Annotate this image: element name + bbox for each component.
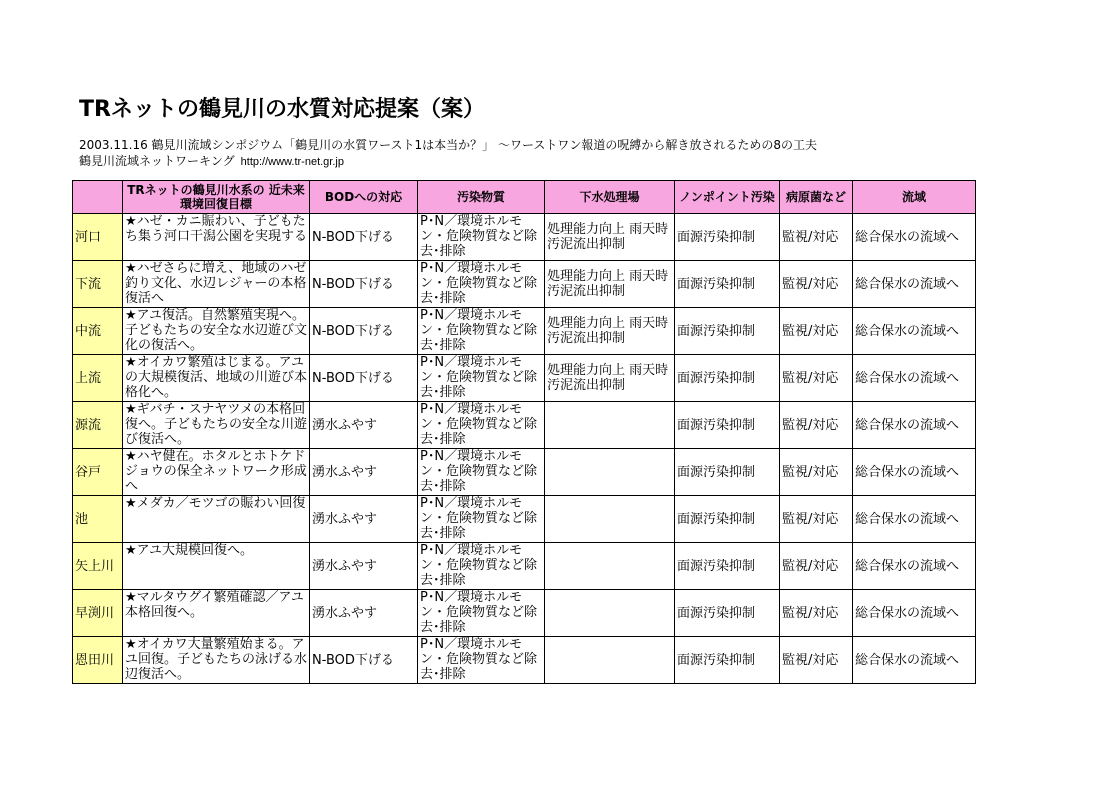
area-cell: 下流 bbox=[73, 261, 123, 308]
pathogen-cell: 監視/対応 bbox=[780, 355, 853, 402]
basin-cell: 総合保水の流域へ bbox=[853, 355, 976, 402]
nonpoint-cell: 面源汚染抑制 bbox=[675, 308, 780, 355]
pathogen-cell: 監視/対応 bbox=[780, 214, 853, 261]
proposal-cell: ★オイカワ繁殖はじまる。アユの大規模復活、地域の川遊び本格化へ。 bbox=[123, 355, 310, 402]
proposal-cell: ★ハヤ健在。ホタルとホトケドジョウの保全ネットワーク形成へ bbox=[123, 449, 310, 496]
sewage-cell: 処理能力向上 雨天時汚泥流出抑制 bbox=[545, 214, 675, 261]
pathogen-cell: 監視/対応 bbox=[780, 496, 853, 543]
sewage-cell bbox=[545, 543, 675, 590]
table-row bbox=[73, 308, 976, 355]
table-row bbox=[73, 590, 976, 637]
basin-cell: 総合保水の流域へ bbox=[853, 590, 976, 637]
pollutant-cell: P･N／環境ホルモン・危険物質など除去･排除 bbox=[418, 308, 545, 355]
nonpoint-cell: 面源汚染抑制 bbox=[675, 543, 780, 590]
header-sewage: 下水処理場 bbox=[545, 181, 675, 214]
area-cell: 中流 bbox=[73, 308, 123, 355]
proposal-cell: ★メダカ／モツゴの賑わい回復 bbox=[123, 496, 310, 543]
page-title: TRネットの鶴見川の水質対応提案（案） bbox=[79, 97, 485, 122]
basin-cell: 総合保水の流域へ bbox=[853, 261, 976, 308]
nonpoint-cell: 面源汚染抑制 bbox=[675, 637, 780, 684]
proposal-cell: ★ギバチ・スナヤツメの本格回復へ。子どもたちの安全な川遊び復活へ。 bbox=[123, 402, 310, 449]
bod-cell: 湧水ふやす bbox=[310, 543, 418, 590]
bod-cell: N-BOD下げる bbox=[310, 637, 418, 684]
nonpoint-cell: 面源汚染抑制 bbox=[675, 355, 780, 402]
table-header-row bbox=[73, 181, 976, 214]
basin-cell: 総合保水の流域へ bbox=[853, 543, 976, 590]
basin-cell: 総合保水の流域へ bbox=[853, 308, 976, 355]
area-cell: 上流 bbox=[73, 355, 123, 402]
table-row bbox=[73, 261, 976, 308]
area-cell: 恩田川 bbox=[73, 637, 123, 684]
header-bod: BODへの対応 bbox=[310, 181, 418, 214]
area-cell: 源流 bbox=[73, 402, 123, 449]
pollutant-cell: P･N／環境ホルモン・危険物質など除去･排除 bbox=[418, 402, 545, 449]
organization-name: 鶴見川流域ネットワーキング bbox=[79, 154, 235, 168]
pollutant-cell: P･N／環境ホルモン・危険物質など除去･排除 bbox=[418, 543, 545, 590]
bod-cell: N-BOD下げる bbox=[310, 214, 418, 261]
basin-cell: 総合保水の流域へ bbox=[853, 214, 976, 261]
table-row bbox=[73, 496, 976, 543]
proposal-cell: ★ハゼ・カニ賑わい、子どもたち集う河口干潟公園を実現する bbox=[123, 214, 310, 261]
sewage-cell bbox=[545, 402, 675, 449]
pollutant-cell: P･N／環境ホルモン・危険物質など除去･排除 bbox=[418, 590, 545, 637]
area-cell: 河口 bbox=[73, 214, 123, 261]
symposium-subtitle: 2003.11.16 鶴見川流域シンポジウム「鶴見川の水質ワースト1は本当か？」 ～ワーストワン報道の呪縛から解き放されるための8の工夫 bbox=[79, 138, 817, 152]
header-pathogen: 病原菌など bbox=[780, 181, 853, 214]
bod-cell: 湧水ふやす bbox=[310, 449, 418, 496]
table-row bbox=[73, 637, 976, 684]
header-basin: 流域 bbox=[853, 181, 976, 214]
pathogen-cell: 監視/対応 bbox=[780, 449, 853, 496]
header-pollutant: 汚染物質 bbox=[418, 181, 545, 214]
basin-cell: 総合保水の流域へ bbox=[853, 449, 976, 496]
table-row bbox=[73, 214, 976, 261]
pollutant-cell: P･N／環境ホルモン・危険物質など除去･排除 bbox=[418, 214, 545, 261]
pollutant-cell: P･N／環境ホルモン・危険物質など除去･排除 bbox=[418, 355, 545, 402]
table-row bbox=[73, 402, 976, 449]
proposal-cell: ★アユ復活。自然繁殖実現へ。子どもたちの安全な水辺遊び文化の復活へ。 bbox=[123, 308, 310, 355]
pollutant-cell: P･N／環境ホルモン・危険物質など除去･排除 bbox=[418, 261, 545, 308]
area-cell: 矢上川 bbox=[73, 543, 123, 590]
sewage-cell bbox=[545, 637, 675, 684]
pollutant-cell: P･N／環境ホルモン・危険物質など除去･排除 bbox=[418, 637, 545, 684]
area-cell: 早渕川 bbox=[73, 590, 123, 637]
basin-cell: 総合保水の流域へ bbox=[853, 637, 976, 684]
water-quality-proposal-table bbox=[72, 180, 976, 684]
area-cell: 谷戸 bbox=[73, 449, 123, 496]
nonpoint-cell: 面源汚染抑制 bbox=[675, 590, 780, 637]
basin-cell: 総合保水の流域へ bbox=[853, 496, 976, 543]
pollutant-cell: P･N／環境ホルモン・危険物質など除去･排除 bbox=[418, 496, 545, 543]
sewage-cell bbox=[545, 449, 675, 496]
sewage-cell bbox=[545, 496, 675, 543]
pathogen-cell: 監視/対応 bbox=[780, 402, 853, 449]
pathogen-cell: 監視/対応 bbox=[780, 308, 853, 355]
bod-cell: N-BOD下げる bbox=[310, 355, 418, 402]
bod-cell: N-BOD下げる bbox=[310, 308, 418, 355]
nonpoint-cell: 面源汚染抑制 bbox=[675, 496, 780, 543]
table-row bbox=[73, 355, 976, 402]
header-goal: TRネットの鶴見川水系の 近未来環境回復目標 bbox=[123, 181, 310, 214]
proposal-cell: ★ハゼさらに増え、地域のハゼ釣り文化、水辺レジャーの本格復活へ bbox=[123, 261, 310, 308]
header-area bbox=[73, 181, 123, 214]
proposal-cell: ★マルタウグイ繁殖確認／アユ本格回復へ。 bbox=[123, 590, 310, 637]
nonpoint-cell: 面源汚染抑制 bbox=[675, 449, 780, 496]
bod-cell: 湧水ふやす bbox=[310, 590, 418, 637]
nonpoint-cell: 面源汚染抑制 bbox=[675, 214, 780, 261]
table-body bbox=[73, 214, 976, 684]
organization-line bbox=[79, 152, 344, 169]
table-row bbox=[73, 449, 976, 496]
sewage-cell: 処理能力向上 雨天時汚泥流出抑制 bbox=[545, 261, 675, 308]
bod-cell: 湧水ふやす bbox=[310, 496, 418, 543]
sewage-cell: 処理能力向上 雨天時汚泥流出抑制 bbox=[545, 308, 675, 355]
organization-url[interactable]: http://www.tr-net.gr.jp bbox=[240, 156, 344, 168]
nonpoint-cell: 面源汚染抑制 bbox=[675, 261, 780, 308]
proposal-cell: ★アユ大規模回復へ。 bbox=[123, 543, 310, 590]
bod-cell: N-BOD下げる bbox=[310, 261, 418, 308]
header-nonpoint: ノンポイント汚染 bbox=[675, 181, 780, 214]
pathogen-cell: 監視/対応 bbox=[780, 261, 853, 308]
pathogen-cell: 監視/対応 bbox=[780, 590, 853, 637]
basin-cell: 総合保水の流域へ bbox=[853, 402, 976, 449]
proposal-cell: ★オイカワ大量繁殖始まる。アユ回復。子どもたちの泳げる水辺復活へ。 bbox=[123, 637, 310, 684]
bod-cell: 湧水ふやす bbox=[310, 402, 418, 449]
pathogen-cell: 監視/対応 bbox=[780, 543, 853, 590]
sewage-cell bbox=[545, 590, 675, 637]
pollutant-cell: P･N／環境ホルモン・危険物質など除去･排除 bbox=[418, 449, 545, 496]
pathogen-cell: 監視/対応 bbox=[780, 637, 853, 684]
area-cell: 池 bbox=[73, 496, 123, 543]
table-row bbox=[73, 543, 976, 590]
nonpoint-cell: 面源汚染抑制 bbox=[675, 402, 780, 449]
sewage-cell: 処理能力向上 雨天時汚泥流出抑制 bbox=[545, 355, 675, 402]
